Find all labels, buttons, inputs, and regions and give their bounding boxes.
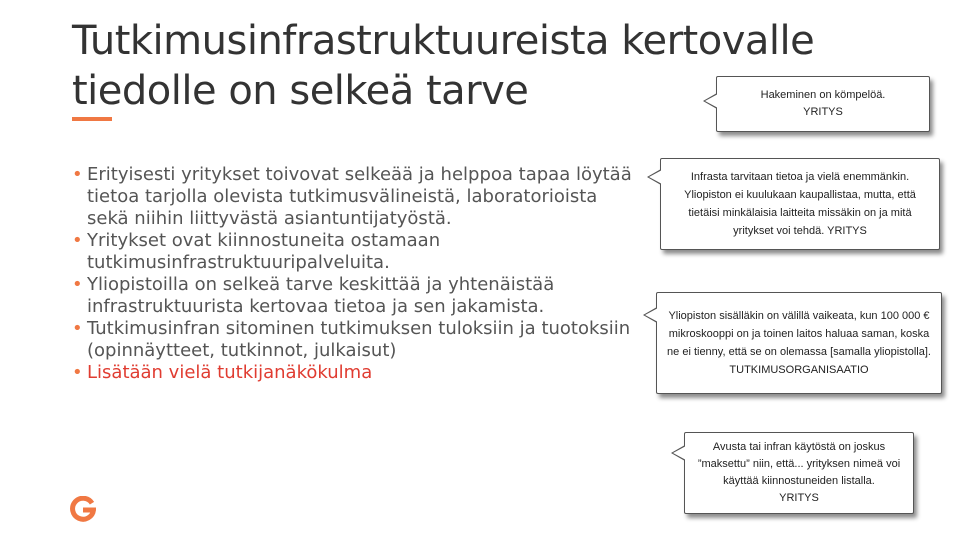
bullet-dot-icon: • [72,164,83,185]
slide-title-line-2: tiedolle on selkeä tarve [72,68,529,114]
bullet-dot-icon: • [72,230,83,251]
quote-source: YRITYS [803,106,843,118]
bullet-text: Lisätään vielä tutkijanäkökulma [87,362,373,383]
bullet-list [72,164,632,384]
quote-bubble-3 [656,292,942,394]
quote-bubble-4 [684,432,914,514]
bubble-tail-inner [645,308,658,322]
bullet-text: Tutkimusinfran sitominen tutkimuksen tuloksiin ja tuotoksiin (opinnäytteet, tutkinnot, julkaisut) [87,318,631,361]
bubble-tail-inner [705,94,718,108]
bullet-item [72,164,632,230]
quote-source: YRITYS [827,225,867,237]
slide-title-line-1: Tutkimusinfrastruktuureista kertovalle [72,18,815,64]
quote-text: Avusta tai infran käytöstä on joskus ”maksettu” niin, että... yrityksen nimeä voi käyttää kiinnostuneiden listalla. [697,441,901,487]
bullet-item [72,318,632,362]
bullet-text: Yritykset ovat kiinnostuneita ostamaan tutkimusinfrastruktuuripalveluita. [87,230,441,273]
quote-source: YRITYS [779,492,819,504]
quote-bubble-2 [660,158,940,250]
bullet-item [72,230,632,274]
quote-text: Yliopiston sisälläkin on välillä vaikeata, kun 100 000 € mikroskooppi on ja toinen laitos haluaa saman, koska ne ei tienny, että se on olemassa [samalla yliopistolla]. [667,310,931,358]
bullet-dot-icon: • [72,362,83,383]
quote-source: TUTKIMUSORGANISAATIO [729,364,869,376]
bullet-dot-icon: • [72,318,83,339]
bullet-text: Erityisesti yritykset toivovat selkeää ja helppoa tapaa löytää tietoa tarjolla olevista tutkimusvälineistä, laboratorioista sekä niihin liittyvästä asiantuntijatyöstä. [87,164,632,229]
quote-text: Infrasta tarvitaan tietoa ja vielä enemmänkin. Yliopiston ei kuulukaan kaupallistaa, mutta, että tietäisi minkälaisia laitteita missäkin on ja mitä yritykset voi tehdä. [684,171,916,237]
title-accent-bar [72,117,112,121]
quote-bubble-1 [716,76,930,132]
bullet-item [72,274,632,318]
bullet-text: Yliopistoilla on selkeä tarve keskittää ja yhtenäistää infrastruktuurista kertovaa tietoa ja sen jakamista. [87,274,555,317]
g-logo-icon [70,496,96,522]
bubble-tail-inner [649,170,662,184]
bullet-dot-icon: • [72,274,83,295]
bullet-item-highlight [72,362,632,384]
bubble-tail-inner [673,446,686,460]
quote-text: Hakeminen on kömpelöä. [760,89,886,101]
